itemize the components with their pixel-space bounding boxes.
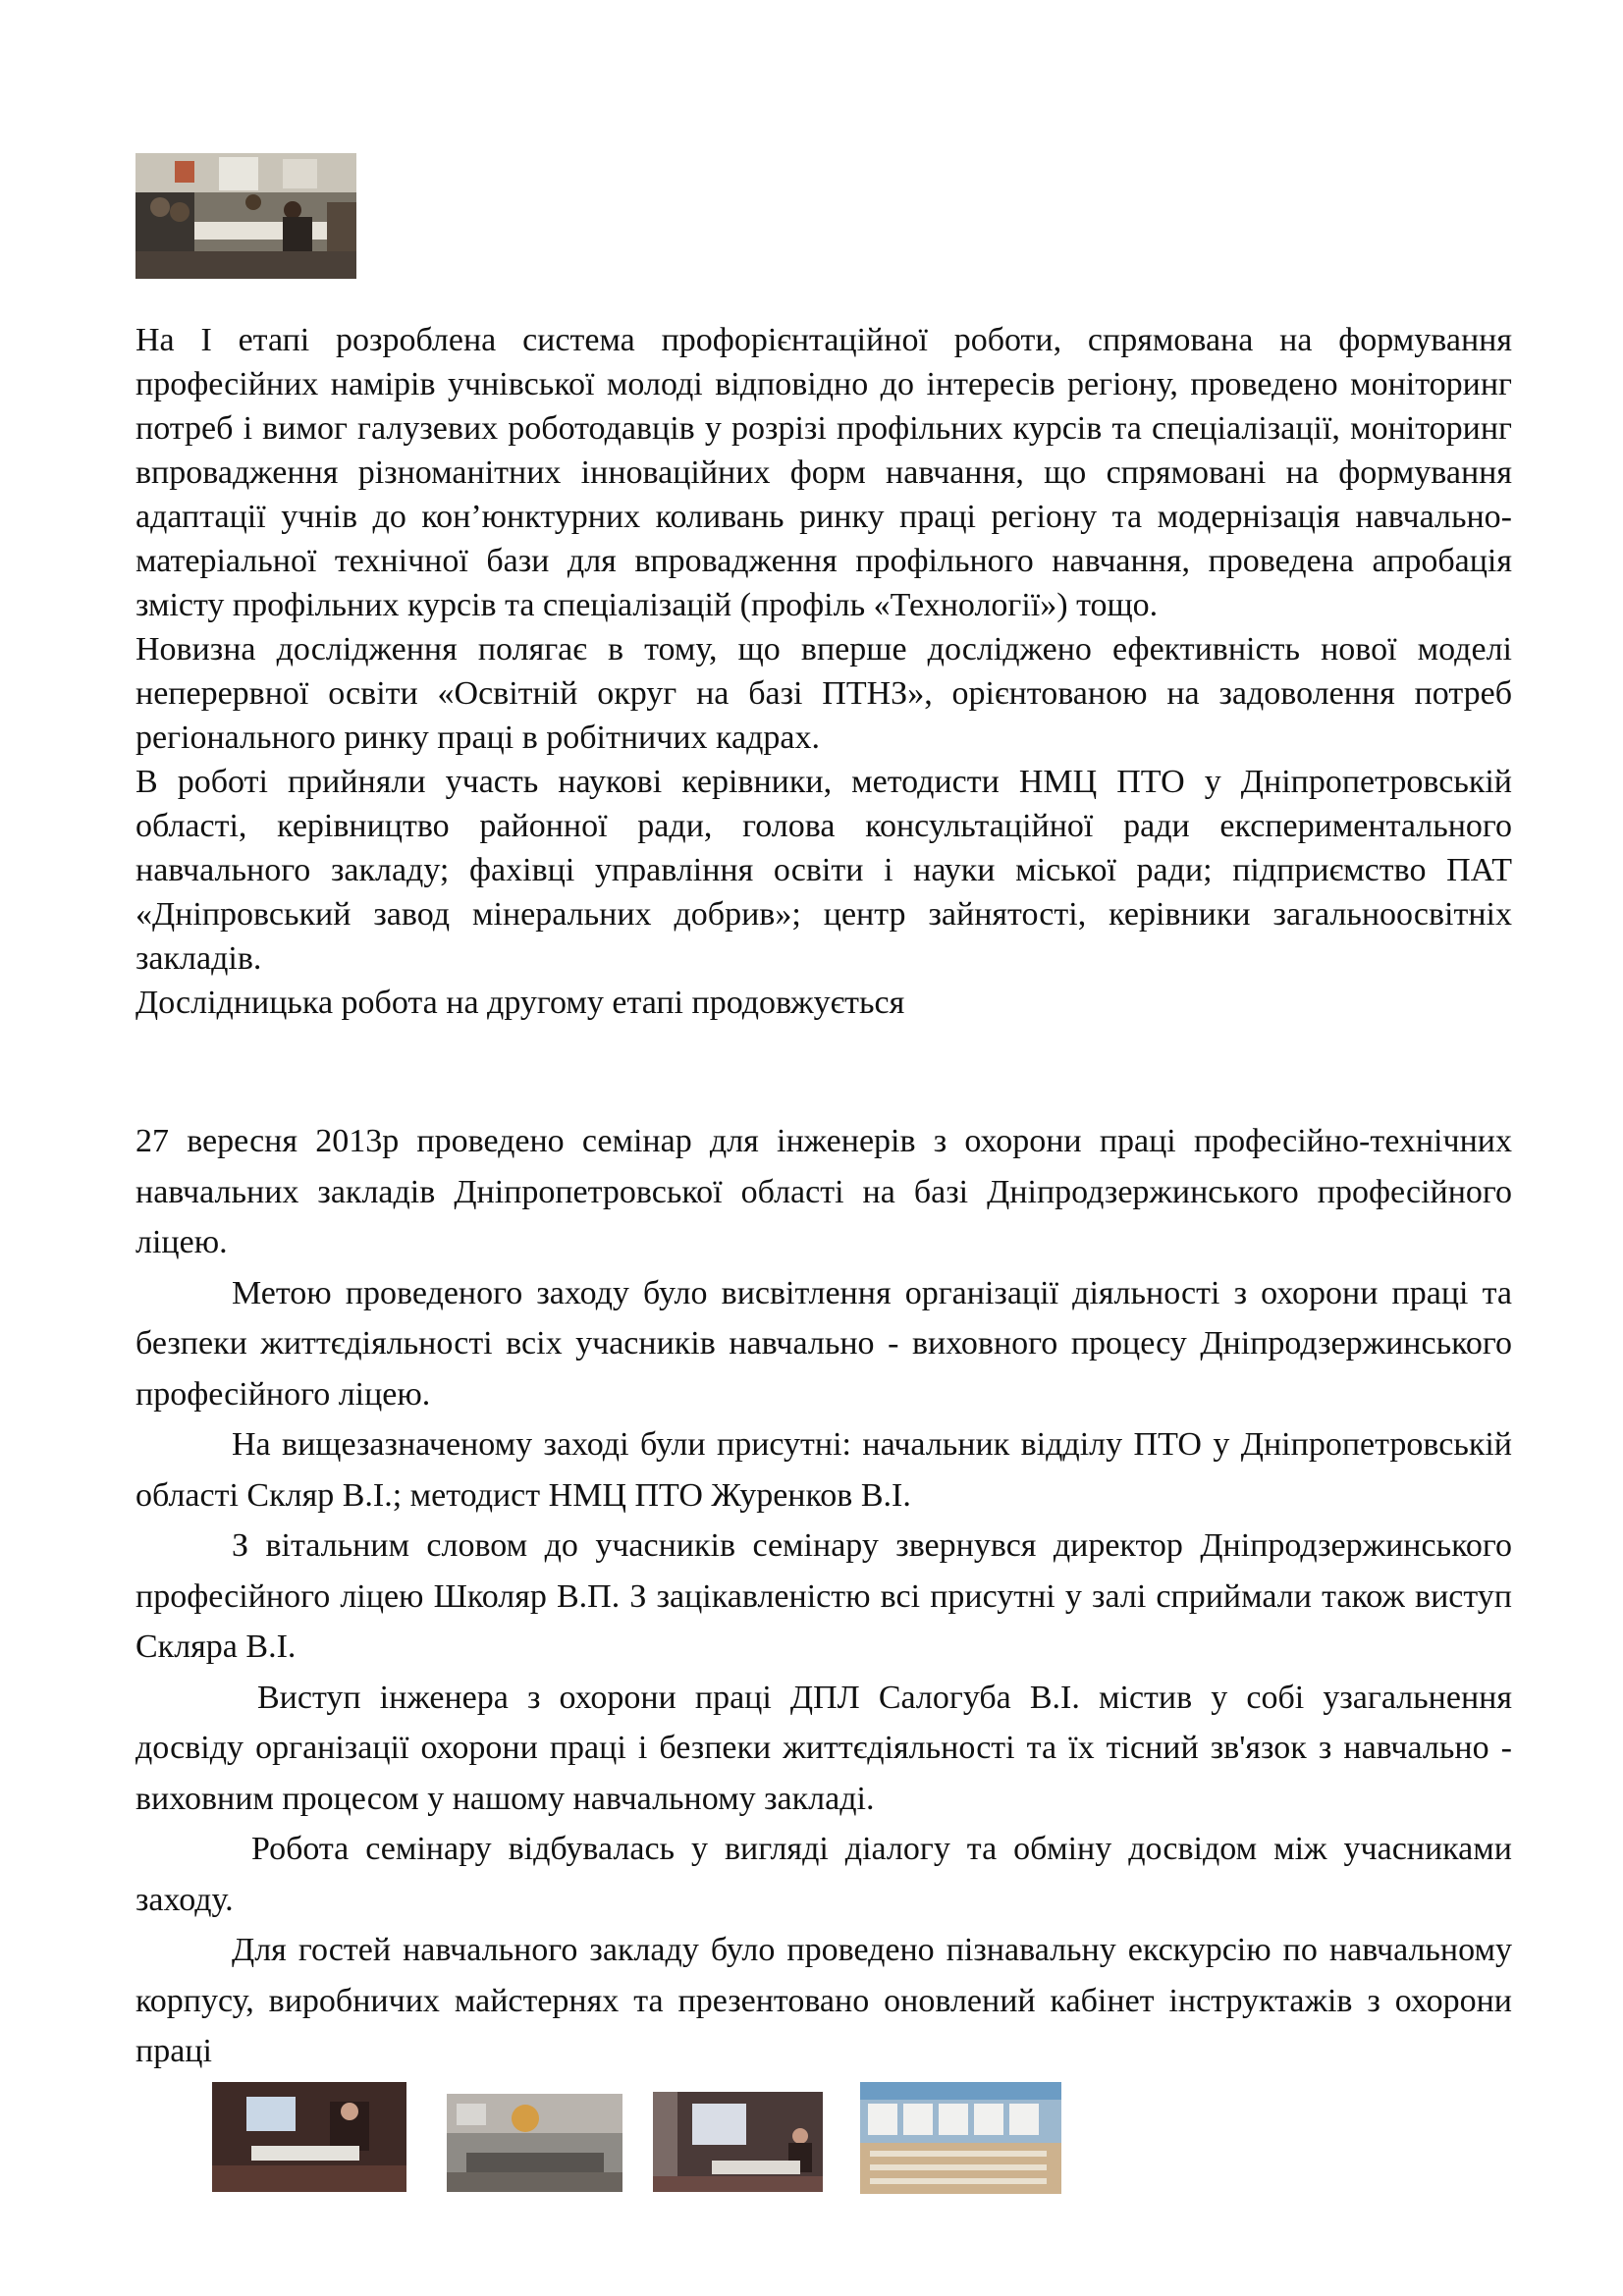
seminar-section: [135, 1116, 1512, 2077]
seminar-photo-2: [447, 2094, 622, 2192]
seminar-speech-paragraph: Виступ інженера з охорони праці ДПЛ Салогуба В.І. містив у собі узагальнення досвіду організації охорони праці і безпеки життєдіяльності та їх тісний зв'язок з навчально - виховним процесом у нашому навчальному закладі.: [135, 1679, 1512, 1817]
seminar-attendees-paragraph: На вищезазначеному заході були присутні: начальник відділу ПТО у Дніпропетровській області Скляр В.І.; методист НМЦ ПТО Журенков В.І.: [135, 1426, 1512, 1514]
seminar-excursion-paragraph: Для гостей навчального закладу було проведено пізнавальну екскурсію по навчальному корпусу, виробничих майстернях та презентовано оновлений кабінет інструктажів з охорони праці: [135, 1932, 1512, 2069]
continuation-paragraph: Дослідницька робота на другому етапі продовжується: [135, 985, 905, 1021]
seminar-photo-1: [212, 2082, 406, 2192]
seminar-photo-3: [653, 2092, 823, 2192]
novelty-paragraph: Новизна дослідження полягає в тому, що вперше досліджено ефективність нової моделі неперервної освіти «Освітній округ на базі ПТНЗ», орієнтованою на задоволення потреб регіонального ринку праці в робітничих кадрах.: [135, 631, 1512, 756]
seminar-dialogue-paragraph: Робота семінару відбувалась у вигляді діалогу та обміну досвідом між учасниками заходу.: [135, 1831, 1512, 1918]
stage-one-paragraph: На І етапі розроблена система профорієнтаційної роботи, спрямована на формування професійних намірів учнівської молоді відповідно до інтересів регіону, проведено моніторинг потреб і вимог галузевих роботодавців у розрізі профільних курсів та спеціалізації, моніторинг впровадження різноманітних інноваційних форм навчання, що спрямовані на формування адаптації учнів до кон’юнктурних коливань ринку праці регіону та модернізація навчально-матеріальної технічної бази для впровадження профільного навчання, проведена апробація змісту профільних курсів та спеціалізацій (профіль «Технології») тощо.: [135, 322, 1512, 623]
seminar-goal-paragraph: Метою проведеного заходу було висвітлення організації діяльності з охорони праці та безпеки життєдіяльності всіх учасників навчально - виховного процесу Дніпродзержинського професійного ліцею.: [135, 1274, 1512, 1413]
participants-paragraph: В роботі прийняли участь наукові керівники, методисти НМЦ ПТО у Дніпропетровській області, керівництво районної ради, голова консультаційної ради експериментального навчального закладу; фахівці управління освіти і науки міської ради; підприємство ПАТ «Дніпровський завод мінеральних добрив»; центр зайнятості, керівники загальноосвітніх закладів.: [135, 764, 1512, 977]
meeting-photo: [135, 153, 356, 279]
seminar-welcome-paragraph: З вітальним словом до учасників семінару звернувся директор Дніпродзержинського професійного ліцею Школяр В.П. З зацікавленістю всі присутні у залі сприймали також виступ Скляра В.І.: [135, 1527, 1512, 1665]
seminar-intro-paragraph: 27 вересня 2013р проведено семінар для інженерів з охорони праці професійно-технічних навчальних закладів Дніпропетровської області на базі Дніпродзержинського професійного ліцею.: [135, 1123, 1512, 1260]
stage-one-section: [135, 318, 1512, 1025]
classroom-photo: [860, 2082, 1061, 2194]
